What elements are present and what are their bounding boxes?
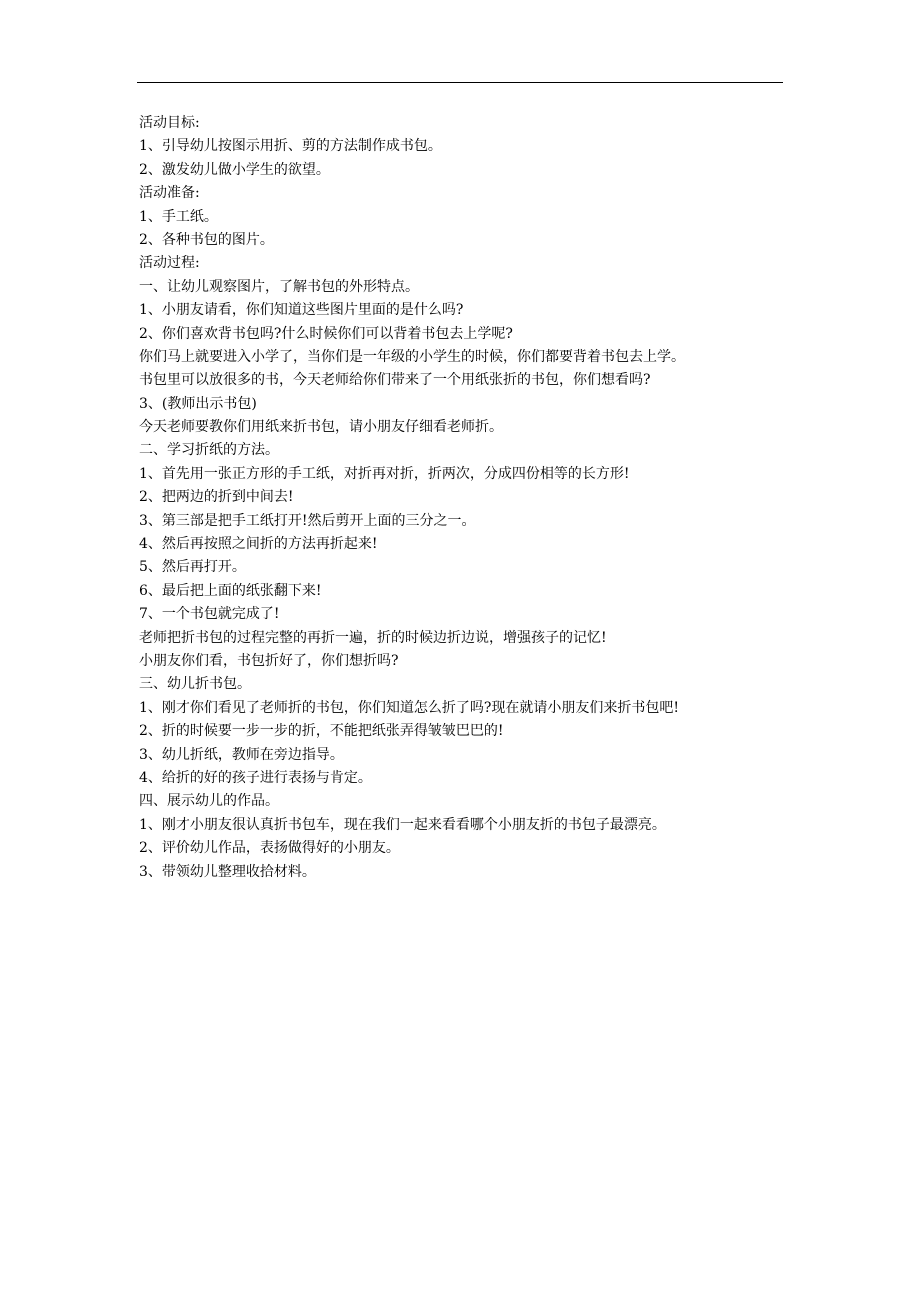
text-line: 2、评价幼儿作品，表扬做得好的小朋友。: [139, 840, 400, 857]
text-line: 今天老师要教你们用纸来折书包，请小朋友仔细看老师折。: [139, 419, 503, 436]
text-line: 3、(教师出示书包): [139, 395, 257, 412]
text-line: 4、给折的好的孩子进行表扬与肯定。: [139, 769, 372, 786]
text-line: 1、刚才小朋友很认真折书包车，现在我们一起来看看哪个小朋友折的书包子最漂亮。: [139, 816, 666, 833]
text-line: 2、你们喜欢背书包吗?什么时候你们可以背着书包去上学呢?: [139, 325, 513, 342]
section-heading-preparation: 活动准备:: [139, 185, 200, 202]
text-line: 5、然后再打开。: [139, 559, 246, 576]
subsection-heading: 四、展示幼儿的作品。: [139, 793, 279, 810]
subsection-heading: 三、幼儿折书包。: [139, 676, 251, 693]
text-line: 3、幼儿折纸，教师在旁边指导。: [139, 746, 344, 763]
section-heading-goals: 活动目标:: [139, 115, 200, 131]
text-line: 1、小朋友请看，你们知道这些图片里面的是什么吗?: [139, 302, 464, 319]
text-line: 2、折的时候要一步一步的折，不能把纸张弄得皱皱巴巴的!: [139, 723, 504, 740]
text-line: 1、刚才你们看见了老师折的书包，你们知道怎么折了吗?现在就请小朋友们来折书包吧!: [139, 699, 680, 716]
subsection-heading: 一、让幼儿观察图片，了解书包的外形特点。: [139, 278, 419, 295]
text-line: 1、首先用一张正方形的手工纸，对折再对折，折两次，分成四份相等的长方形!: [139, 465, 630, 482]
text-line: 书包里可以放很多的书，今天老师给你们带来了一个用纸张折的书包，你们想看吗?: [139, 372, 651, 389]
text-line: 2、把两边的折到中间去!: [139, 489, 294, 506]
document-body: [139, 112, 789, 884]
text-line: 老师把折书包的过程完整的再折一遍，折的时候边折边说，增强孩子的记忆!: [139, 629, 607, 646]
subsection-heading: 二、学习折纸的方法。: [139, 442, 279, 459]
text-line: 2、各种书包的图片。: [139, 231, 274, 248]
text-line: 3、带领幼儿整理收拾材料。: [139, 863, 316, 880]
text-line: 2、激发幼儿做小学生的欲望。: [139, 161, 330, 178]
text-line: 7、一个书包就完成了!: [139, 606, 280, 623]
text-line: 6、最后把上面的纸张翻下来!: [139, 582, 322, 599]
section-heading-process: 活动过程:: [139, 255, 200, 272]
text-line: 3、第三部是把手工纸打开!然后剪开上面的三分之一。: [139, 512, 476, 529]
text-line: 1、手工纸。: [139, 208, 218, 225]
text-line: 你们马上就要进入小学了，当你们是一年级的小学生的时候，你们都要背着书包去上学。: [139, 348, 685, 365]
text-line: 小朋友你们看，书包折好了，你们想折吗?: [139, 652, 399, 669]
text-line: 4、然后再按照之间折的方法再折起来!: [139, 536, 378, 553]
text-line: 1、引导幼儿按图示用折、剪的方法制作成书包。: [139, 138, 442, 155]
header-rule: [137, 82, 783, 83]
